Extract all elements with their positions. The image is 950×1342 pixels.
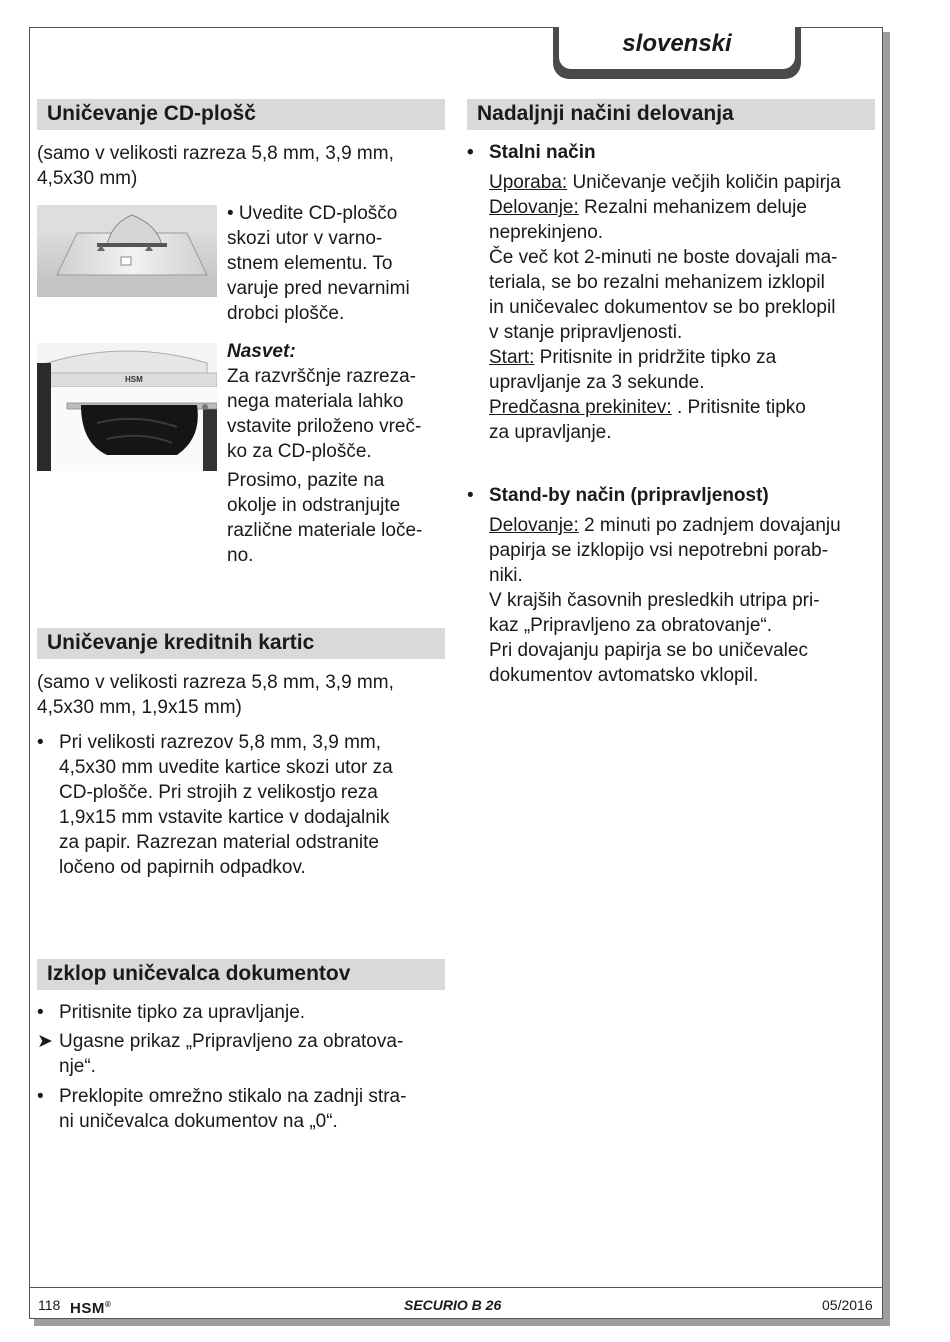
footer-date: 05/2016 <box>822 1297 873 1313</box>
cards-note: (samo v velikosti razreza 5,8 mm, 3,9 mm, 4,5x30 mm, 1,9x15 mm) <box>37 672 394 718</box>
continuous-mode-title: Stalni način <box>489 142 596 163</box>
cd-bag-photo <box>37 343 217 471</box>
modes-section-title: Nadaljnji načini delovanja <box>467 99 875 130</box>
shutdown-section-title: Izklop uničevalca dokumentov <box>37 959 445 990</box>
language-label: slovenski <box>559 27 795 69</box>
tip-label: Nasvet: <box>227 341 296 362</box>
cd-section-title: Uničevanje CD-plošč <box>37 99 445 130</box>
cd-note: (samo v velikosti razreza 5,8 mm, 3,9 mm, 4,5x30 mm) <box>37 143 394 189</box>
standby-mode-body: Delovanje: 2 minuti po zadnjem dovajanju papirja se izklopijo vsi nepotrebni porab- niki. V krajših časovnih presledkih utripa pri- kaz „Pripravljeno za obratovanje“. Pri dovajanju papirja se bo uničevalec dokumentov avtomatsko vklopil. <box>489 515 841 686</box>
footer-product: SECURIO B 26 <box>404 1297 502 1313</box>
footer-page-number: 118 <box>38 1297 61 1313</box>
continuous-mode-body: Uporaba: Uničevanje večjih količin papirja Delovanje: Rezalni mehanizem deluje neprekinjeno. Če več kot 2-minuti ne boste dovajali ma- teriala, se bo rezalni mehanizem izklopil in uničevalec dokumentov se bo preklopil v stanje pripravljenosti. Start: Pritisnite in pridržite tipko za upravljanje za 3 sekunde. Predčasna prekinitev: . Pritisnite tipko za upravljanje. <box>489 172 841 443</box>
footer-divider <box>30 1287 882 1288</box>
cd-tip: Nasvet: Za razvrščnje razreza- nega materiala lahko vstavite priloženo vreč- ko za CD-plošče. <box>227 341 422 462</box>
cards-section-title: Uničevanje kreditnih kartic <box>37 628 445 659</box>
footer-brand-logo: HSM® <box>70 1300 112 1317</box>
cd-environment-note: Prosimo, pazite na okolje in odstranjujte različne materiale loče- no. <box>227 470 423 566</box>
cd-instruction: • Uvedite CD-ploščo skozi utor v varno- stnem elementu. To varuje pred nevarnimi drobci plošče. <box>227 203 410 324</box>
photo-brand-label: HSM <box>125 375 143 384</box>
standby-mode-title: Stand-by način (pripravljenost) <box>489 485 769 506</box>
cd-slot-photo <box>37 205 217 297</box>
